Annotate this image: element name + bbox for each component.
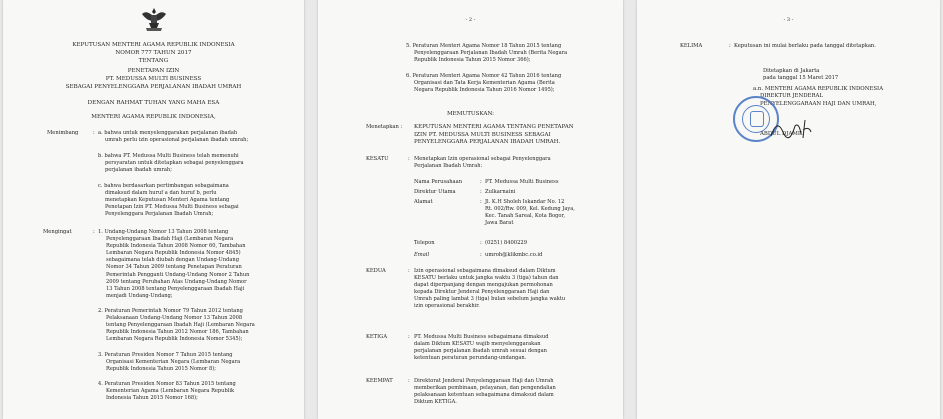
kesatu-label: KESATU [366, 156, 389, 162]
mengingat-3: 3. Peraturan Presiden Nomor 7 Tahun 2015 tentang Organisasi Kementerian Negara (Lembaran Negara Republik Indonesia Tahun 2015 Nomor 8); [98, 352, 241, 373]
signer-name: ABDUL DJAMIL [760, 131, 804, 137]
document-page-1: KEPUTUSAN MENTERI AGAMA REPUBLIK INDONESIA NOMOR 777 TAHUN 2017 TENTANG PENETAPAN IZIN PT. MEDUSSA MULTI BUSINESS SEBAGAI PENYELENGGARA PERJALANAN IBADAH UMRAH DENGAN RAHMAT TUHAN YANG MAHA ESA MENTERI AGAMA REPUBLIK INDONESIA, Menimbang : a. bahwa untuk menyelenggarakan perjalanan ibadah umrah perlu izin operasional perjalanan ibadah umrah; b. bahwa PT. Medussa Multi Business telah memenuhi persyaratan untuk ditetapkan sebagai penyelenggara perjalanan ibadah umrah; c. bahwa berdasarkan pertimbangan sebagaimana dimaksud dalam huruf a dan huruf b, perlu menetapkan Keputusan Menteri Agama tentang Penetapan Izin PT. Medussa Multi Business sebagai Penyelenggara Perjalanan Ibadah Umrah; Mengingat : 1. Undang-Undang Nomor 13 Tahun 2008 tentang Penyelenggaraan Ibadah Haji (Lembaran Negara Republik Indonesia Tahun 2008 Nomor 60, Tambahan Lembaran Negara Republik Indonesia Nomor 4845) sebagaimana telah diubah dengan Undang-Undang Nomor 34 Tahun 2009 tentang Penetapan Peraturan Pemerintah Pengganti Undang-Undang Nomor 2 Tahun 2009 tentang Perubahan Atas Undang-Undang Nomor 13 Tahun 2008 tentang Penyelenggaraan Ibadah Haji menjadi Undang-Undang; 2. Peraturan Pemerintah Nomor 79 Tahun 2012 tentang Pelaksanaan Undang-Undang Nomor 13 Tahun 2008 tentang Penyelenggaraan Ibadah Haji (Lembaran Negara Republik Indonesia Tahun 2012 Nomor 186, Tambahan Lembaran Negara Republik Indonesia Nomor 5345); 3. Peraturan Presiden Nomor 7 Tahun 2015 tentang Organisasi Kementerian Negara (Lembaran Negara Republik Indonesia Tahun 2015 Nomor 8); 4. Peraturan Presiden Nomor 83 Tahun 2015 tentang Kementerian Agama (Lembaran Negara Republik Indonesia Tahun 2015 Nomor 168); [3, 0, 304, 419]
field-label: Email [414, 252, 430, 258]
menimbang-label: Menimbang [47, 130, 79, 136]
menetapkan-label: Menetapkan : [366, 124, 403, 130]
field-label: Direktur Utama [414, 189, 456, 195]
mengingat-1: 1. Undang-Undang Nomor 13 Tahun 2008 tentang Penyelenggaraan Ibadah Haji (Lembaran Negara Republik Indonesia Tahun 2008 Nomor 60, Tambahan Lembaran Negara Republik Indonesia Nomor 4845) sebagaimana telah diubah dengan Undang-Undang Nomor 34 Tahun 2009 tentang Penetapan Peraturan Pemerintah Pengganti Undang-Undang Nomor 2 Tahun 2009 tentang Perubahan Atas Undang-Undang Nomor 13 Tahun 2008 tentang Penyelenggaraan Ibadah Haji menjadi Undang-Undang; [98, 229, 250, 299]
field-value: Zulkarnaini [485, 189, 516, 195]
menimbang-c: c. bahwa berdasarkan pertimbangan sebagaimana dimaksud dalam huruf a dan huruf b, perlu menetapkan Keputusan Menteri Agama tentang Penetapan Izin PT. Medussa Multi Business sebagai Penyelenggara Perjalanan Ibadah Umrah; [98, 183, 239, 218]
mengingat-6: 6. Peraturan Menteri Agama Nomor 42 Tahun 2016 tentang Organisasi dan Tata Kerja Kementerian Agama (Berita Negara Republik Indonesia Tahun 2016 Nomor 1495); [406, 73, 562, 94]
menimbang-a: a. bahwa untuk menyelenggarakan perjalanan ibadah umrah perlu izin operasional perjalanan ibadah umrah; [98, 130, 249, 144]
ketiga-label: KETIGA [366, 334, 388, 340]
field-value: umroh@klikmbc.co.id [485, 252, 543, 258]
field-label: Alamat [414, 199, 433, 205]
kedua-text: Izin operasional sebagaimana dimaksud dalam Diktum KESATU berlaku untuk jangka waktu 3 (tiga) tahun dan dapat diperpanjang dengan mengajukan permohonan kepada Direktur Jenderal Penyelenggaraan Haji dan Umrah paling lambat 3 (tiga) bulan sebelum jangka waktu izin operasional berakhir. [414, 268, 566, 310]
date-text: pada tanggal 15 Maret 2017 [763, 75, 839, 81]
title-line: PT. MEDUSSA MULTI BUSINESS [105, 76, 202, 82]
kelima-text: Keputusan ini mulai berlaku pada tanggal ditetapkan. [734, 43, 876, 49]
title-line: TENTANG [138, 58, 169, 64]
title-line: KEPUTUSAN MENTERI AGAMA REPUBLIK INDONESIA [72, 42, 235, 48]
menetapkan-text: KEPUTUSAN MENTERI AGAMA TENTANG PENETAPAN IZIN PT. MEDUSSA MULTI BUSINESS SEBAGAI PENYELENGGARA PERJALANAN IBADAH UMRAH. [414, 124, 574, 146]
keempat-text: Direktorat Jenderal Penyelenggaraan Haji dan Umrah memberikan pembinaan, pelayanan, dan pengendalian pelaksanaan ketentuan sebagaimana dimaksud dalam Diktum KETIGA. [414, 378, 556, 406]
ketiga-text: PT. Medussa Multi Business sebagaimana dimaksud dalam Diktum KESATU wajib menyelenggarakan perjalanan perjalanan ibadah umrah sesuai dengan ketentuan peraturan perundang-undangan. [414, 334, 549, 362]
minister-heading: MENTERI AGAMA REPUBLIK INDONESIA, [91, 114, 216, 120]
signature-line: a.n. MENTERI AGAMA REPUBLIK INDONESIA [753, 86, 884, 92]
mengingat-2: 2. Peraturan Pemerintah Nomor 79 Tahun 2012 tentang Pelaksanaan Undang-Undang Nomor 13 Tahun 2008 tentang Penyelenggaraan Ibadah Haji (Lembaran Negara Republik Indonesia Tahun 2012 Nomor 186, Tambahan Lembaran Negara Republik Indonesia Nomor 5345); [98, 308, 255, 343]
kedua-label: KEDUA [366, 268, 386, 274]
field-value: Jl. K.H Sholeh Iskandar No. 12 Rt. 002/Rw. 009, Kel. Kedung Jaya, Kec. Tanah Sareal, Kota Bogor, Jawa Barat [485, 199, 575, 227]
kesatu-text: Menetapkan Izin operasional sebagai Penyelenggara Perjalanan Ibadah Umrah: [414, 156, 551, 170]
decree-title [3, 41, 304, 65]
signature-line: DIREKTUR JENDERAL [760, 93, 823, 100]
decree-subject [3, 67, 304, 91]
memutuskan-heading: MEMUTUSKAN: [446, 111, 495, 117]
title-line: SEBAGAI PENYELENGGARA PERJALANAN IBADAH UMRAH [65, 84, 242, 90]
field-value: PT. Medussa Multi Business [485, 179, 559, 185]
title-line: NOMOR 777 TAHUN 2017 [115, 50, 192, 56]
mengingat-5: 5. Peraturan Menteri Agama Nomor 18 Tahun 2015 tentang Penyelenggaraan Perjalanan Ibadah Umrah (Berita Negara Republik Indonesia Tahun 2015 Nomor 366); [406, 43, 568, 64]
page-number: - 2 - [465, 17, 476, 23]
document-page-3: - 3 - KELIMA : Keputusan ini mulai berlaku pada tanggal ditetapkan. Ditetapkan di Jakarta pada tanggal 15 Maret 2017 a.n. MENTERI AGAMA REPUBLIK INDONESIA DIREKTUR JENDERAL PENYELENGGARAAN HAJI DAN UMRAH, ABDUL DJAMIL [637, 0, 940, 419]
title-line: PENETAPAN IZIN [127, 68, 180, 74]
menimbang-b: b. bahwa PT. Medussa Multi Business telah memenuhi persyaratan untuk ditetapkan sebagai penyelenggara perjalanan ibadah umrah; [98, 153, 244, 174]
mengingat-label: Mengingat [43, 229, 72, 235]
garuda-emblem-icon [140, 6, 168, 32]
mengingat-4: 4. Peraturan Presiden Nomor 83 Tahun 2015 tentang Kementerian Agama (Lembaran Negara Republik Indonesia Tahun 2015 Nomor 168); [98, 381, 236, 402]
field-value: (0251) 8400229 [485, 240, 528, 246]
document-page-2: - 2 - 5. Peraturan Menteri Agama Nomor 18 Tahun 2015 tentang Penyelenggaraan Perjalanan Ibadah Umrah (Berita Negara Republik Indonesia Tahun 2015 Nomor 366); 6. Peraturan Menteri Agama Nomor 42 Tahun 2016 tentang Organisasi dan Tata Kerja Kementerian Agama (Berita Negara Republik Indonesia Tahun 2016 Nomor 1495); MEMUTUSKAN: Menetapkan : KEPUTUSAN MENTERI AGAMA TENTANG PENETAPAN IZIN PT. MEDUSSA MULTI BUSINESS SEBAGAI PENYELENGGARA PERJALANAN IBADAH UMRAH. KESATU : Menetapkan Izin operasional sebagai Penyelenggara Perjalanan Ibadah Umrah: Nama Perusahaan : PT. Medussa Multi Business Direktur Utama : Zulkarnaini Alamat : Jl. K.H Sholeh Iskandar No. 12 Rt. 002/Rw. 009, Kel. Kedung Jaya, Kec. Tanah Sareal, Kota Bogor, Jawa Barat Telepon : (0251) 8400229 Email : umroh@klikmbc.co.id KEDUA : Izin operasional sebagaimana dimaksud dalam Diktum KESATU berlaku untuk jangka waktu 3 (tiga) tahun dan dapat diperpanjang dengan mengajukan permohonan kepada Direktur Jenderal Penyelenggaraan Haji dan Umrah paling lambat 3 (tiga) bulan sebelum jangka waktu izin operasional berakhir. KETIGA : PT. Medussa Multi Business sebagaimana dimaksud dalam Diktum KESATU wajib menyelenggarakan perjalanan perjalanan ibadah umrah sesuai dengan ketentuan peraturan perundang-undangan. KEEMPAT : Direktorat Jenderal Penyelenggaraan Haji dan Umrah memberikan pembinaan, pelayanan, dan pengendalian pelaksanaan ketentuan sebagaimana dimaksud dalam Diktum KETIGA. [318, 0, 623, 419]
kelima-label: KELIMA [680, 43, 703, 49]
field-label: Nama Perusahaan [414, 179, 463, 185]
invocation: DENGAN RAHMAT TUHAN YANG MAHA ESA [87, 100, 220, 106]
keempat-label: KEEMPAT [366, 378, 393, 384]
signature-line: PENYELENGGARAAN HAJI DAN UMRAH, [760, 100, 877, 107]
page-number: - 3 - [783, 17, 794, 23]
field-label: Telepon [414, 240, 435, 246]
place-text: Ditetapkan di Jakarta [763, 68, 820, 74]
